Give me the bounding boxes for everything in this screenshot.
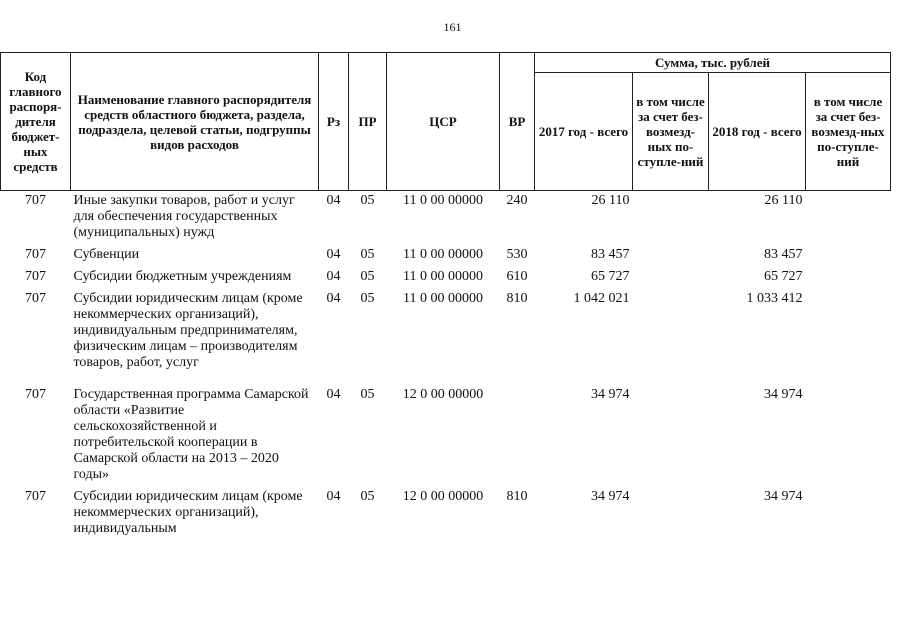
cell-vr: 240 — [506, 193, 528, 208]
cell-code: 707 — [25, 193, 46, 208]
cell-pr: 05 — [360, 291, 375, 306]
cell-csr: 12 0 00 00000 — [402, 489, 484, 504]
page-number: 161 — [443, 20, 462, 34]
cell-2017-free — [633, 267, 709, 289]
cell-name: Субсидии бюджетным учреждениям — [73, 269, 292, 284]
cell-2018-total: 26 110 — [764, 193, 803, 208]
cell-rz: 04 — [326, 247, 341, 262]
cell-2017-total: 34 974 — [591, 387, 630, 402]
header-2017-free: в том числе за счет без-возмезд-ных по-ступле-ний — [633, 73, 709, 191]
cell-code: 707 — [25, 247, 46, 262]
cell-pr: 05 — [360, 247, 375, 262]
header-sum: Сумма, тыс. рублей — [535, 53, 891, 73]
cell-code: 707 — [25, 291, 46, 306]
cell-pr: 05 — [360, 387, 375, 402]
cell-2018-free — [806, 245, 891, 267]
table-row — [1, 191, 891, 246]
cell-name: Субвенции — [73, 247, 140, 262]
cell-2017-free — [633, 191, 709, 246]
cell-csr: 12 0 00 00000 — [402, 387, 484, 402]
cell-vr — [500, 385, 535, 487]
cell-2018-total: 1 033 412 — [746, 291, 803, 306]
header-code-text: Код главного распоря-дителя бюджет-ных средств — [9, 69, 62, 174]
cell-csr: 11 0 00 00000 — [403, 291, 483, 306]
cell-2018-total: 83 457 — [764, 247, 803, 262]
cell-code: 707 — [25, 387, 46, 402]
cell-name: Государственная программа Самарской области «Развитие сельскохозяйственной и потребительской кооперации в Самарской области на 2013 – 2020 годы» — [73, 387, 309, 482]
table-row — [1, 289, 891, 385]
cell-2018-free — [806, 487, 891, 541]
cell-2017-total: 65 727 — [591, 269, 630, 284]
cell-rz: 04 — [326, 387, 341, 402]
cell-2017-total: 1 042 021 — [573, 291, 630, 306]
cell-vr: 810 — [506, 291, 528, 306]
cell-2017-total: 34 974 — [591, 489, 630, 504]
cell-code: 707 — [25, 489, 46, 504]
cell-2018-free — [806, 191, 891, 246]
cell-code: 707 — [25, 269, 46, 284]
header-2018-free: в том числе за счет без-возмезд-ных по-ступле-ний — [806, 73, 891, 191]
cell-2017-free — [633, 289, 709, 385]
cell-name: Субсидии юридическим лицам (кроме некоммерческих организаций), индивидуальным — [73, 489, 303, 536]
table-row — [1, 385, 891, 487]
cell-csr: 11 0 00 00000 — [403, 247, 483, 262]
table-body — [1, 191, 891, 542]
cell-2018-total: 34 974 — [764, 489, 803, 504]
cell-2017-total: 83 457 — [591, 247, 630, 262]
cell-rz: 04 — [326, 193, 341, 208]
cell-2018-free — [806, 289, 891, 385]
table-header — [1, 53, 891, 191]
table-row — [1, 245, 891, 267]
cell-2017-total: 26 110 — [591, 193, 630, 208]
budget-table — [0, 52, 891, 541]
cell-2018-free — [806, 267, 891, 289]
cell-name: Иные закупки товаров, работ и услуг для обеспечения государственных (муниципальных) нужд — [73, 193, 295, 240]
header-csr: ЦСР — [387, 53, 500, 191]
table-row — [1, 267, 891, 289]
cell-rz: 04 — [326, 489, 341, 504]
cell-name: Субсидии юридическим лицам (кроме некоммерческих организаций), индивидуальным предпринимателям, физическим лицам – производителям товаров, работ, услуг — [73, 291, 303, 370]
header-vr: ВР — [500, 53, 535, 191]
cell-pr: 05 — [360, 489, 375, 504]
cell-pr: 05 — [360, 269, 375, 284]
header-rz: Рз — [319, 53, 349, 191]
cell-2017-free — [633, 385, 709, 487]
header-code — [1, 53, 71, 191]
cell-2017-free — [633, 487, 709, 541]
cell-2018-free — [806, 385, 891, 487]
cell-2018-total: 34 974 — [764, 387, 803, 402]
cell-vr: 610 — [506, 269, 528, 284]
cell-pr: 05 — [360, 193, 375, 208]
header-pr: ПР — [349, 53, 387, 191]
cell-vr: 530 — [506, 247, 528, 262]
cell-csr: 11 0 00 00000 — [403, 269, 483, 284]
cell-2018-total: 65 727 — [764, 269, 803, 284]
cell-rz: 04 — [326, 269, 341, 284]
header-2017-total: 2017 год - всего — [535, 73, 633, 191]
cell-rz: 04 — [326, 291, 341, 306]
header-name: Наименование главного распорядителя средств областного бюджета, раздела, подраздела, целевой статьи, подгруппы видов расходов — [71, 53, 319, 191]
table-row — [1, 487, 891, 541]
cell-csr: 11 0 00 00000 — [403, 193, 483, 208]
cell-vr: 810 — [506, 489, 528, 504]
cell-2017-free — [633, 245, 709, 267]
header-2018-total: 2018 год - всего — [709, 73, 806, 191]
